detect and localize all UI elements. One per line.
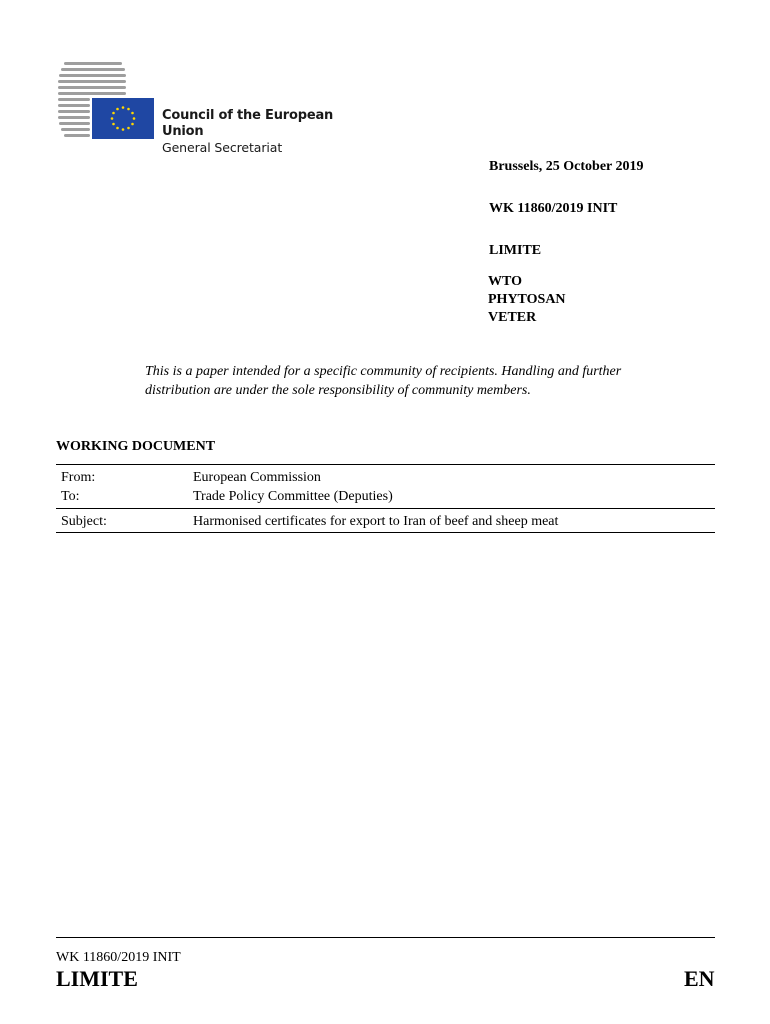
footer-rule (56, 937, 715, 938)
council-logo (58, 60, 368, 155)
document-reference: WK 11860/2019 INIT (489, 201, 618, 216)
to-label: To: (61, 489, 80, 504)
footer-language: EN (684, 966, 715, 991)
distribution-notice: This is a paper intended for a specific community of recipients. Handling and further distribution are under the sole responsibility of community members. (145, 364, 622, 398)
document-classification: LIMITE (489, 243, 542, 258)
from-label: From: (61, 470, 96, 485)
subject-codes (488, 273, 566, 327)
subject-value: Harmonised certificates for export to Iran of beef and sheep meat (193, 514, 559, 529)
eu-flag-icon (92, 98, 154, 139)
council-name-line1: Council of the European Union (162, 108, 334, 139)
to-value: Trade Policy Committee (Deputies) (193, 489, 393, 504)
table-bottom-rule (56, 532, 715, 533)
document-type-heading: WORKING DOCUMENT (56, 439, 216, 454)
footer-classification: LIMITE (56, 966, 138, 991)
table-top-rule (56, 464, 715, 465)
subject-code: VETER (488, 310, 537, 325)
document-date: Brussels, 25 October 2019 (489, 159, 644, 174)
council-name (162, 108, 368, 156)
subject-code: WTO (488, 274, 522, 289)
from-value: European Commission (193, 470, 321, 485)
footer-reference: WK 11860/2019 INIT (56, 950, 181, 965)
subject-label: Subject: (61, 514, 107, 529)
council-name-line2: General Secretariat (162, 140, 283, 155)
subject-code: PHYTOSAN (488, 292, 566, 307)
table-middle-rule (56, 508, 715, 509)
